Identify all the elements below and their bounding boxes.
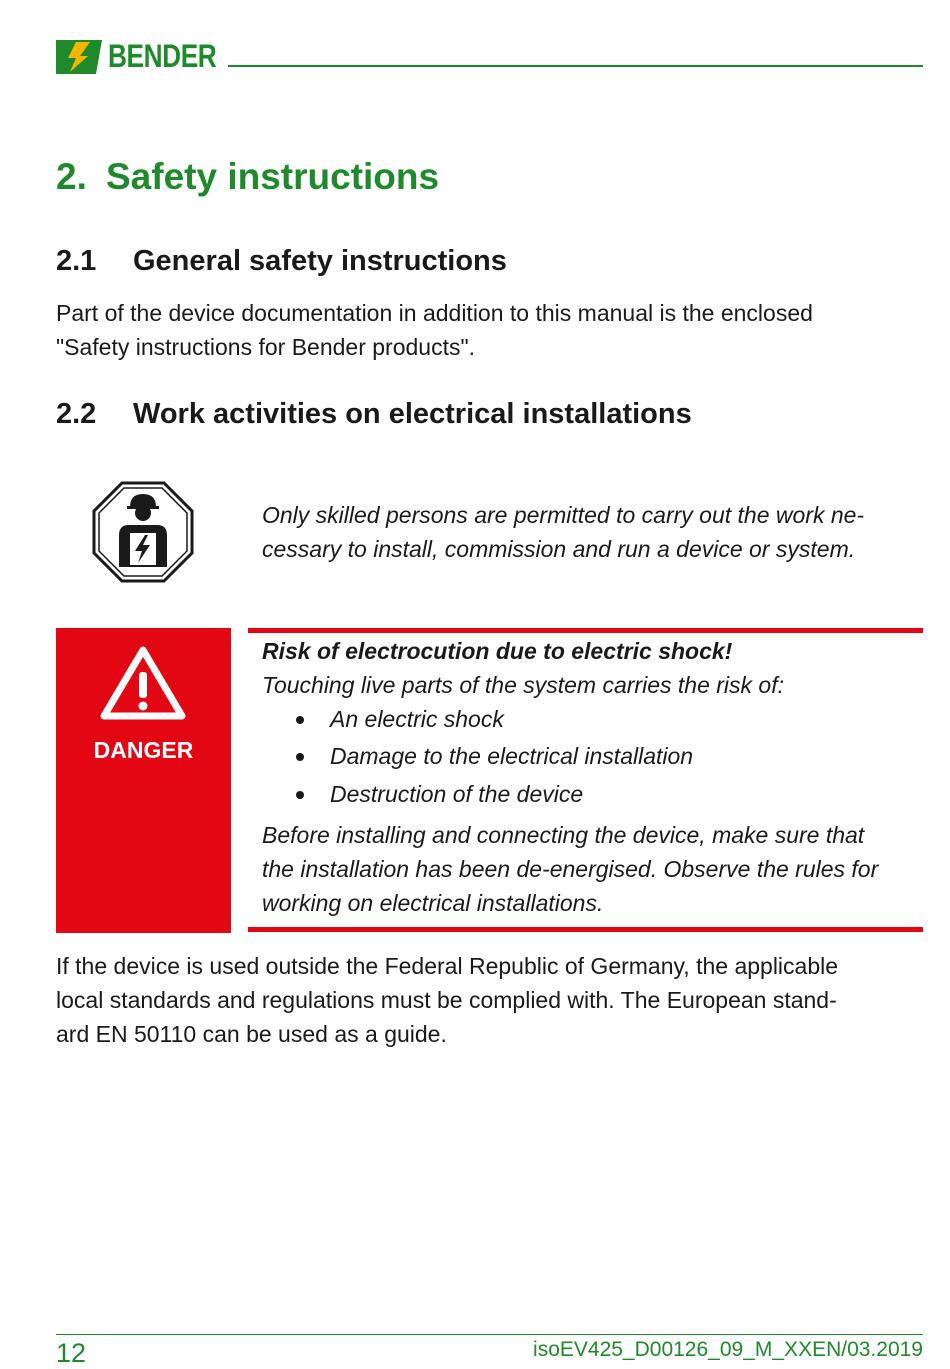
danger-top-rule [248, 628, 923, 633]
note-line: cessary to install, commission and run a device or system. [262, 536, 856, 562]
bullet-icon [296, 791, 304, 799]
closing-paragraph [56, 949, 926, 1051]
brand-name: BENDER [108, 38, 217, 74]
note-line: Only skilled persons are permitted to carry out the work ne- [262, 502, 865, 528]
danger-list-item [296, 781, 583, 808]
bullet-icon [296, 716, 304, 724]
paragraph-line: "Safety instructions for Bender products". [56, 334, 476, 360]
section-number: 2. [56, 156, 87, 197]
paragraph-line: If the device is used outside the Federal Republic of Germany, the applicable [56, 953, 839, 979]
instruction-line: Before installing and connecting the device, make sure that [262, 822, 865, 848]
bender-logo [56, 38, 240, 75]
danger-label: DANGER [93, 737, 194, 763]
header-rule [228, 65, 923, 67]
danger-intro: Touching live parts of the system carries the risk of: [262, 672, 784, 698]
list-item-text: Damage to the electrical installation [330, 743, 694, 769]
document-id: isoEV425_D00126_09_M_XXEN/03.2019 [533, 1338, 923, 1361]
paragraph-line: local standards and regulations must be complied with. The European stand- [56, 987, 837, 1013]
warning-triangle-icon [99, 644, 187, 722]
subsection-heading-2-2 [56, 398, 692, 431]
list-item-text: Destruction of the device [330, 781, 584, 807]
footer-rule [56, 1334, 923, 1335]
subsection-number: 2.2 [56, 398, 97, 430]
page-number: 12 [56, 1338, 87, 1368]
general-safety-paragraph [56, 296, 926, 364]
bullet-icon [296, 753, 304, 761]
paragraph-line: ard EN 50110 can be used as a guide. [56, 1021, 447, 1047]
danger-title: Risk of electrocution due to electric shock! [262, 638, 733, 664]
bender-logo-icon [56, 40, 102, 74]
subsection-heading-2-1 [56, 245, 507, 278]
section-heading [56, 156, 439, 198]
danger-list-item [296, 706, 504, 733]
subsection-number: 2.1 [56, 245, 97, 277]
instruction-line: the installation has been de-energised. Observe the rules for [262, 856, 879, 882]
subsection-title: Work activities on electrical installations [133, 398, 692, 430]
skilled-person-note [262, 498, 912, 566]
instruction-line: working on electrical installations. [262, 890, 604, 916]
danger-instructions [262, 818, 922, 920]
subsection-title: General safety instructions [133, 245, 507, 277]
skilled-person-icon [92, 481, 194, 583]
list-item-text: An electric shock [330, 706, 504, 732]
section-title: Safety instructions [106, 156, 440, 197]
danger-list-item [296, 743, 693, 770]
danger-bottom-rule [248, 927, 923, 932]
paragraph-line: Part of the device documentation in addition to this manual is the enclosed [56, 300, 813, 326]
